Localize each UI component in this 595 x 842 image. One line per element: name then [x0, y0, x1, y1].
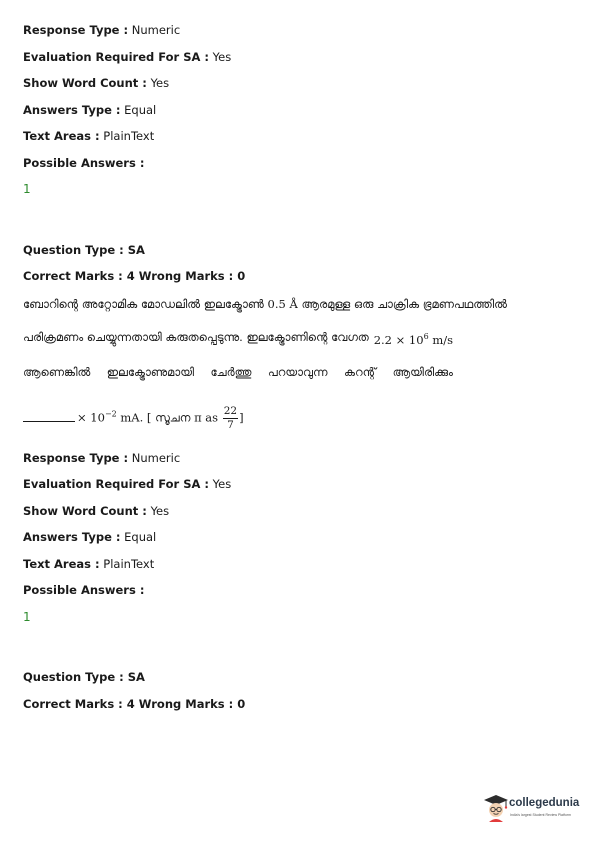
evaluation-label: Evaluation Required For SA :	[23, 477, 210, 491]
fraction-denominator: 7	[227, 419, 234, 431]
question-type: Question Type : SA	[23, 670, 145, 684]
word-count-label: Show Word Count :	[23, 504, 147, 518]
velocity-unit: m/s	[432, 332, 453, 347]
answers-type-value: Equal	[124, 530, 157, 544]
evaluation-row	[23, 49, 231, 65]
evaluation-value: Yes	[212, 50, 232, 64]
response-type-label: Response Type :	[23, 23, 129, 37]
response-type-row	[23, 22, 180, 38]
times-ten-exponent: −2	[104, 409, 117, 419]
response-type-value: Numeric	[131, 23, 181, 37]
possible-answers-label: Possible Answers :	[23, 156, 145, 170]
possible-answers-label: Possible Answers :	[23, 583, 145, 597]
times-ten: × 10	[77, 410, 105, 425]
text-areas-label: Text Areas :	[23, 557, 100, 571]
word-count-value: Yes	[150, 504, 170, 518]
word-count-value: Yes	[150, 76, 170, 90]
word-count-label: Show Word Count :	[23, 76, 147, 90]
logo-brand-text: collegedunia	[509, 797, 580, 809]
velocity-exponent: 6	[423, 332, 429, 341]
answers-type-value: Equal	[124, 103, 157, 117]
line-3-word: ചേർത്തു	[210, 365, 252, 379]
text-areas-value: PlainText	[103, 557, 155, 571]
evaluation-row	[23, 476, 231, 492]
hint-close-bracket: ]	[239, 410, 244, 425]
response-type-label: Response Type :	[23, 451, 129, 465]
answers-type-label: Answers Type :	[23, 103, 121, 117]
line-3-word: പറയാവുന്ന	[267, 365, 328, 379]
hint-text: [ സൂചന π as	[146, 410, 219, 425]
fraction-numerator: 22	[223, 405, 238, 417]
question-text-line-3	[23, 364, 453, 380]
text-areas-row	[23, 128, 154, 144]
text-areas-label: Text Areas :	[23, 129, 100, 143]
current-unit: mA.	[120, 410, 144, 425]
line-3-word: ഇലക്ട്രോണുമായി	[106, 365, 195, 379]
question-text-line-2	[23, 329, 453, 348]
possible-answer-value: 1	[23, 182, 31, 196]
line-3-word: ആയിരിക്കും	[392, 365, 453, 379]
text-areas-row	[23, 556, 154, 572]
question-text-line-1: ബോറിന്റെ അറ്റോമിക മോഡലിൽ ഇലക്ട്രോൺ 0.5 Å ആരമുള്ള ഒരു ചാക്രിക ഭ്രമണപഥത്തിൽ	[23, 297, 507, 311]
pi-fraction	[223, 405, 238, 432]
collegedunia-logo	[483, 793, 593, 825]
answers-type-label: Answers Type :	[23, 530, 121, 544]
question-text-line-4	[23, 405, 453, 432]
word-count-row	[23, 75, 169, 91]
graduate-mascot-icon	[483, 793, 509, 823]
possible-answers-row	[23, 155, 144, 171]
question-marks: Correct Marks : 4 Wrong Marks : 0	[23, 697, 246, 711]
text-areas-value: PlainText	[103, 129, 155, 143]
velocity-expression	[374, 329, 453, 348]
logo-tagline: India's largest Student Review Platform	[510, 813, 571, 817]
evaluation-label: Evaluation Required For SA :	[23, 50, 210, 64]
word-count-row	[23, 503, 169, 519]
evaluation-value: Yes	[212, 477, 232, 491]
velocity-base: 2.2 × 10	[373, 332, 424, 347]
response-type-row	[23, 450, 180, 466]
possible-answer-value: 1	[23, 610, 31, 624]
answers-type-row	[23, 102, 156, 118]
possible-answers-row	[23, 582, 144, 598]
question-marks: Correct Marks : 4 Wrong Marks : 0	[23, 269, 246, 283]
answers-type-row	[23, 529, 156, 545]
line-3-word: കറന്റ്	[344, 365, 377, 379]
question-text-line-2-words: പരിക്രമണം ചെയ്യുന്നതായി കരുതപ്പെടുന്നു. ഇലക്ട്രോണിന്റെ വേഗത	[23, 330, 369, 344]
line-3-word: ആണെങ്കിൽ	[23, 365, 91, 379]
question-type: Question Type : SA	[23, 243, 145, 257]
answer-blank	[23, 421, 75, 422]
response-type-value: Numeric	[131, 451, 181, 465]
